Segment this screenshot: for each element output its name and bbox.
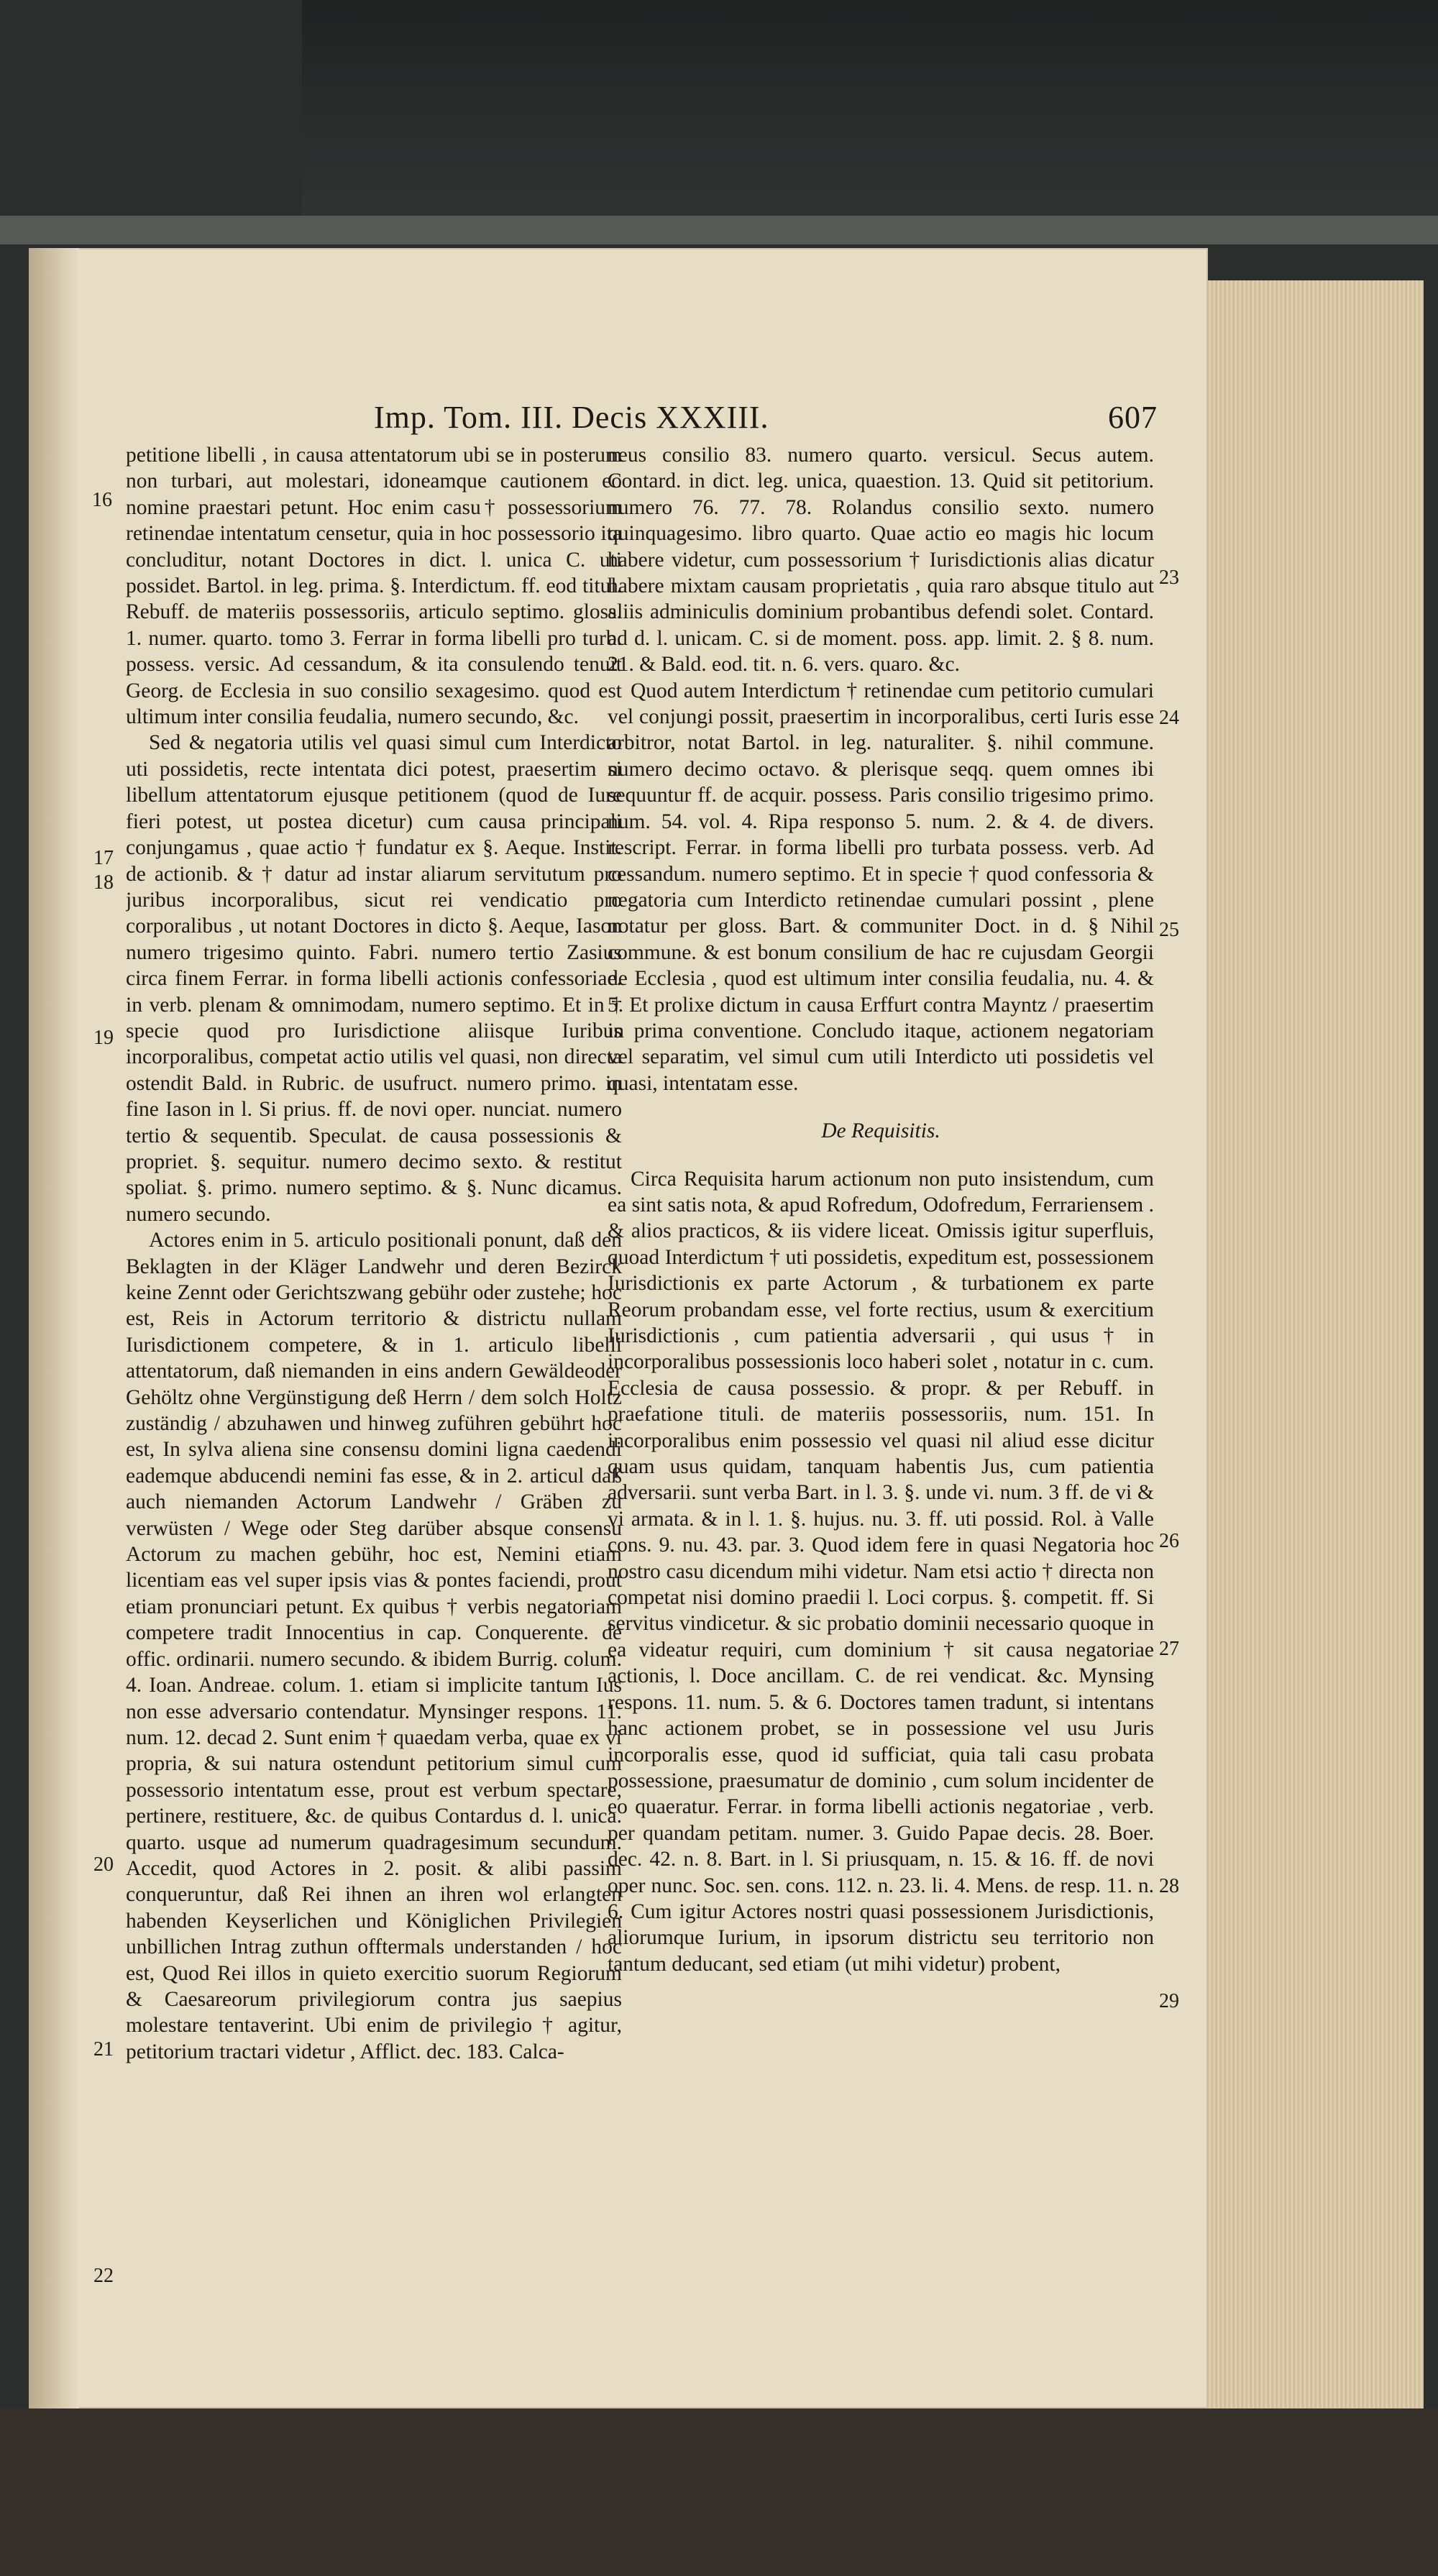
margin-number: 27 [1159,1638,1179,1660]
background-top [302,0,1438,216]
running-title: Imp. Tom. III. Decis XXXIII. [374,400,769,435]
margin-number: 22 [93,2265,114,2287]
margin-number: 26 [1159,1530,1179,1552]
right-column [608,442,1154,2383]
right-paragraph: Quod autem Interdictum † retinendae cum petitorio cumulari vel conjungi possit, praesertim in incorporalibus, certi Iuris esse arbitror, notat Bartol. in leg. naturaliter. §. nihil commune. numero decimo octavo. & plerisque seqq. quem omnes ibi sequuntur ff. de acquir. possess. Paris consilio trigesimo primo. num. 54. vol. 4. Ripa responso 5. num. 2. & 4. de divers. rescript. Ferrar. in forma libelli pro turbata possess. verb. Ad cessandum. numero septimo. Et in specie † quod confessoria & negatoria cum Interdicto retinendae cumulari possint , plene notatur per gloss. Bart. & communiter Doct. in d. § Nihil commune. & est bonum consilium de hac re cujusdam Georgii de Ecclesia , quod est ultimum inter consilia feudalia, nu. 4. & 5. Et prolixe dictum in causa Erffurt contra Mayntz / praesertim in prima conventione. Concludo itaque, actionem negatoriam vel separatim, vel simul cum utili Interdicto uti possidetis vel quasi, intentatam esse. [608,679,1154,1095]
book-top-edge [0,216,1438,244]
margin-number: 23 [1159,567,1179,589]
margin-number: 20 [93,1853,114,1876]
margin-number: 19 [93,1027,114,1049]
margin-number: 17 [93,847,114,869]
margin-number: 18 [93,871,114,894]
page-number: 607 [1108,400,1158,435]
left-paragraph: Actores enim in 5. articulo positionali ponunt, daß den Beklagten in der Kläger Landwehr und deren Bezirck keine Zennt oder Gerichtszwang gebühr oder zustehe; hoc est, Reis in Actorum territorio & districtu nullam Iurisdictionem competere, & in 1. articulo libelli attentatorum, daß niemanden in eins andern Gewäldeoder Gehöltz ohne Vergünstigung deß Herrn / dem solch Holtz zuständig / abzuhawen und hinweg zuführen gebührt hoc est, In sylva aliena sine consensu domini ligna caedendi eademque abducendi nemini fas esse, & in 2. articul daß auch niemanden Actorum Landwehr / Gräben zu verwüsten / Wege oder Steg darüber absque consensu Actorum zu machen gebühr, hoc est, Nemini etiam licentiam eas vel super ipsis vias & pontes faciendi, prout etiam pronunciari petunt. Ex quibus † verbis negatoriam competere tradit Innocentius in cap. Conquerente. de offic. ordinarii. numero secundo. & ibidem Burrig. colum. 4. Ioan. Andreae. colum. 1. etiam si implicite tantum Ius non esse adversario contendatur. Mynsinger respons. 11. num. 12. decad 2. Sunt enim † quaedam verba, quae ex vi propria, & sui natura ostendunt petitorium simul cum possessorio intentatum esse, prout est verbum spectare, pertinere, restituere, &c. de quibus Contardus d. l. unica. quarto. usque ad numerum quadragesimum secundum. Accedit, quod Actores in 2. posit. & alibi passim conqueruntur, daß Rei ihnen an ihren wol erlangten habenden Keyserlichen und Königlichen Privilegien unbillichen Intrag zuthun offtermals understanden / hoc est, Quod Rei illos in quieto exercitio suorum Regiorum & Caesareorum privilegiorum contra jus saepius molestare tentaverint. Ubi enim de privilegio † agitur, petitorium tractari videtur , Afflict. dec. 183. Calca- [126,1229,622,2063]
page-fore-edge [1208,280,1424,2408]
margin-number: 16 [92,489,112,511]
margin-number: 25 [1159,919,1179,941]
left-paragraph: petitione libelli , in causa attentatorum ubi se in posterum non turbari, aut molestari, idoneamque cautionem eo nomine praestari petunt. Hoc enim casu† possessorium retinendae intentatum censetur, quia in hoc possessorio ita concluditur, notant Doctores in dict. l. unica C. uti possidet. Bartol. in leg. prima. §. Interdictum. ff. eod titul. Rebuff. de materiis possessoriis, articulo septimo. gloss. 1. numer. quarto. tomo 3. Ferrar in forma libelli pro turb. possess. versic. Ad cessandum, & ita consulendo tenuit Georg. de Ecclesia in suo consilio sexagesimo. quod est ultimum inter consilia feudalia, numero secundo, &c. [126,444,622,729]
right-paragraph: neus consilio 83. numero quarto. versicul. Secus autem. Contard. in dict. leg. unica, quaestion. 13. Quid sit petitorium. numero 76. 77. 78. Rolandus consilio sexto. numero quinquagesimo. libro quarto. Quae actio eo magis hic locum habere videtur, cum possessorium † Iurisdictionis alias dicatur habere mixtam causam proprietatis , quia raro absque titulo aut aliis adminiculis dominium probantibus defendi solet. Contard. ad d. l. unicam. C. si de moment. poss. app. limit. 2. § 8. num. 21. & Bald. eod. tit. n. 6. vers. quaro. &c. [608,444,1154,677]
left-paragraph: Sed & negatoria utilis vel quasi simul cum Interdicto uti possidetis, recte intentata dici potest, praesertim si libellum attentatorum ejusque petitionem (quod de Iure fieri potest, ut postea dicetur) cum causa principali conjungamus , quae actio † fundatur ex §. Aeque. Instit. de actionib. & † datur ad instar aliarum servitutum pro juribus incorporalibus, sicut rei vendicatio pro corporalibus , ut notant Doctores in dicto §. Aeque, Iason numero trigesimo quinto. Fabri. numero tertio Zasius circa finem Ferrar. in forma libelli actionis confessoriae. in verb. plenam & omnimodam, numero septimo. Et in † specie quod pro Iurisdictione aliisque Iuribus incorporalibus, competat actio utilis vel quasi, non directa ostendit Bald. in Rubric. de usufruct. numero primo. in fine Iason in l. Si prius. ff. de novi oper. nunciat. numero tertio & sequentib. Speculat. de causa possessionis & propriet. §. sequitur. numero decimo sexto. & restitut spoliat. §. primo. numero septimo. & §. Nunc dicamus. numero secundo. [126,731,622,1226]
left-column [126,442,622,2383]
margin-number: 29 [1159,1990,1179,2012]
background-bottom [0,2408,1438,2576]
section-heading: De Requisitis. [821,1119,940,1143]
margin-number: 24 [1159,707,1179,729]
margin-number: 28 [1159,1875,1179,1897]
margin-number: 21 [93,2038,114,2061]
page-gutter [29,248,79,2408]
right-paragraph: Circa Requisita harum actionum non puto insistendum, cum ea sint satis nota, & apud Rofredum, Odofredum, Ferrariensem . & alios practicos, & iis videre liceat. Omissis igitur superfluis, quoad Interdictum † uti possidetis, expeditum est, possessionem Iurisdictionis ex parte Actorum , & turbationem ex parte Reorum probandam esse, vel forte rectius, usum & exercitium Iurisdictionis , cum patientia adversarii , qui usus † in incorporalibus possessionis loco haberi solet , notatur in c. cum. Ecclesia de causa possessio. & propr. & per Rebuff. in praefatione tituli. de materiis possessoriis, num. 151. In incorporalibus enim possessio vel quasi nil aliud esse dicitur quam usus quidam, tanquam habentis Jus, cum patientia adversarii. sunt verba Bart. in l. 3. §. unde vi. num. 3 ff. de vi & vi armata. & in l. 1. §. hujus. nu. 3. ff. uti possid. Rol. à Valle cons. 9. nu. 43. par. 3. Quod idem fere in quasi Negatoria hoc nostro casu dicendum mihi videtur. Nam etsi actio † directa non competat nisi domino praedii l. Loci corpus. §. competit. ff. Si servitus vindicetur. & sic probatio dominii necessario quoque in ea videatur requiri, cum dominium † sit causa negatoriae actionis, l. Doce ancillam. C. de rei vendicat. &c. Mynsing respons. 11. num. 5. & 6. Doctores tamen tradunt, si intentans hanc actionem probet, se in possessione vel usu Juris incorporalis esse, quod id sufficiat, quia tali casu probata possessione, praesumatur de dominio , cum solum incidenter de eo quaeratur. Ferrar. in forma libelli actionis negatoriae , verb. per quandam petitam. numer. 3. Guido Papae decis. 28. Boer. dec. 42. n. 8. Bart. in l. Si priusquam, n. 15. & 16. ff. de novi oper nunc. Soc. sen. cons. 112. n. 23. li. 4. Mens. de resp. 11. n. 6. Cum igitur Actores nostri quasi possessionem Jurisdictionis, aliorumque Iurium, in ipsorum districtu seu territorio non tantum deducant, sed etiam (ut mihi videtur) probent, [608,1167,1154,1976]
